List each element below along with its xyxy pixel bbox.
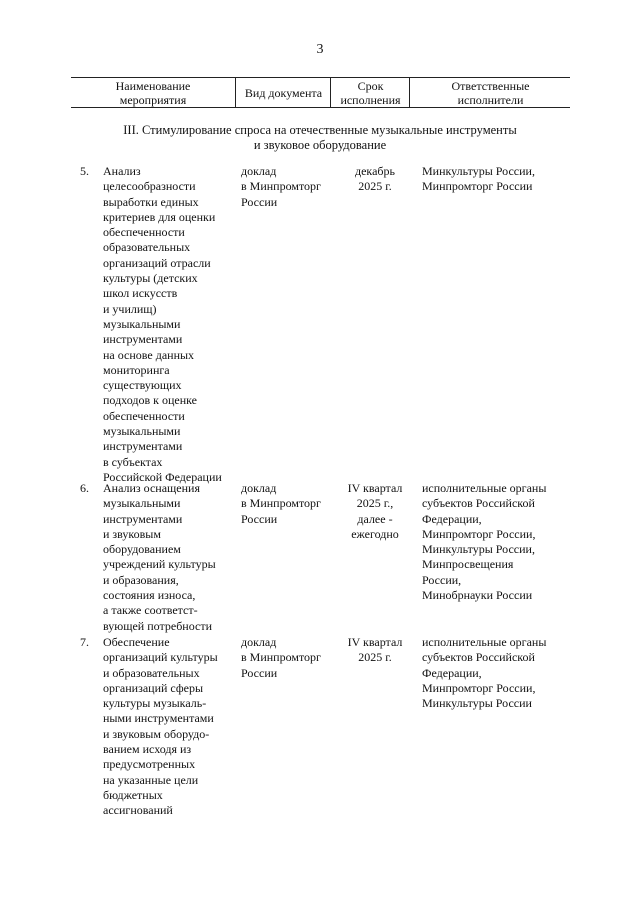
- row-document-type: доклад в Минпромторг России: [241, 635, 321, 680]
- header-document-type: [235, 78, 331, 107]
- header-deadline-text: Срок исполнения: [340, 78, 401, 107]
- header-deadline: [330, 78, 410, 107]
- header-event-name-text: Наименование мероприятия: [115, 78, 191, 107]
- row-document-type: доклад в Минпромторг России: [241, 481, 321, 526]
- header-responsible-text: Ответственные исполнители: [451, 78, 530, 107]
- table-header: [71, 77, 570, 108]
- row-responsible: исполнительные органы субъектов Российской Федерации, Минпромторг России, Минкультуры России, Минпросвещения России, Минобрнауки России: [422, 481, 547, 603]
- section-title: III. Стимулирование спроса на отечественные музыкальные инструменты и звуковое оборудование: [123, 123, 517, 152]
- header-event-name: [71, 78, 235, 107]
- row-responsible: исполнительные органы субъектов Российской Федерации, Минпромторг России, Минкультуры России: [422, 635, 547, 711]
- row-event-name: Обеспечение организаций культуры и образовательных организаций сферы культуры музыкаль- ными инструментами и звуковым оборудо- ванием исходя из предусмотренных на указанные цели бюджетных ассигнований: [103, 635, 218, 818]
- row-number: 6.: [80, 481, 89, 495]
- row-event-name: Анализ целесообразности выработки единых критериев для оценки обеспеченности образовательных организаций отрасли культуры (детских школ искусств и училищ) музыкальными инструментами на основе данных мониторинга существующих подходов к оценке обеспеченности музыкальными инструментами в субъектах Российской Федерации: [103, 164, 222, 484]
- row-deadline: IV квартал 2025 г., далее - ежегодно: [347, 481, 403, 541]
- header-responsible: [409, 78, 571, 107]
- row-number: 5.: [80, 164, 89, 178]
- page-number: 3: [316, 42, 324, 57]
- row-deadline: декабрь 2025 г.: [355, 164, 395, 194]
- row-deadline: IV квартал 2025 г.: [347, 635, 403, 665]
- header-document-type-text: Вид документа: [244, 85, 323, 100]
- row-document-type: доклад в Минпромторг России: [241, 164, 321, 209]
- row-number: 7.: [80, 635, 89, 649]
- row-responsible: Минкультуры России, Минпромторг России: [422, 164, 535, 194]
- row-event-name: Анализ оснащения музыкальными инструментами и звуковым оборудованием учреждений культуры и образования, состояния износа, а также соответст- вующей потребности: [103, 481, 216, 633]
